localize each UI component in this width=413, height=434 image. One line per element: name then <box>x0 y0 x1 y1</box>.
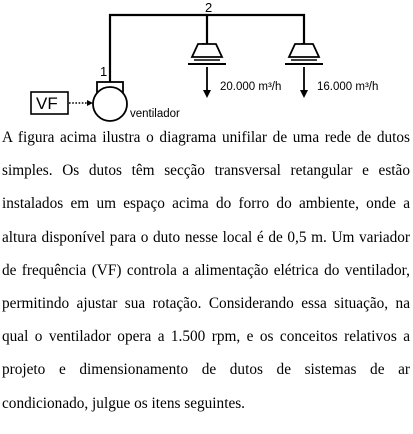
paragraph-line: qual o ventilador opera a 1.500 rpm, e os conceitos relativos a <box>2 328 410 346</box>
paragraph-line: projeto e dimensionamento de dutos de sistemas de ar <box>2 361 410 379</box>
paragraph-line: simples. Os dutos têm secção transversal retangular e estão <box>2 162 410 180</box>
outlet-3-flow: 20.000 m³/h <box>220 81 282 93</box>
outlet-4-flow: 16.000 m³/h <box>317 81 379 93</box>
vf-label: VF <box>36 94 58 113</box>
vf-arrowhead <box>87 100 93 106</box>
node-label-1: 1 <box>100 64 108 79</box>
paragraph-line: de frequência (VF) controla a alimentação elétrica do ventilador, <box>2 261 410 279</box>
question-paragraph <box>2 121 410 420</box>
duct-network-diagram <box>0 0 413 125</box>
paragraph-line: instalados em um espaço acima do forro do ambiente, onde a <box>2 195 410 213</box>
paragraph-line: permitindo ajustar sua rotação. Considerando essa situação, na <box>2 295 410 313</box>
airflow-arrowhead-3 <box>203 90 211 98</box>
diffuser-4 <box>285 44 323 64</box>
fan-label: ventilador <box>130 108 180 120</box>
diffuser-3 <box>188 44 226 64</box>
paragraph-line: altura disponível para o duto nesse local é de 0,5 m. Um variador <box>2 228 410 246</box>
paragraph-line: A figura acima ilustra o diagrama unifilar de uma rede de dutos <box>2 129 410 146</box>
airflow-arrowhead-4 <box>300 90 308 98</box>
paragraph-line: condicionado, julgue os itens seguintes. <box>2 394 246 412</box>
node-label-2: 2 <box>205 0 213 15</box>
fan-circle <box>93 87 127 121</box>
